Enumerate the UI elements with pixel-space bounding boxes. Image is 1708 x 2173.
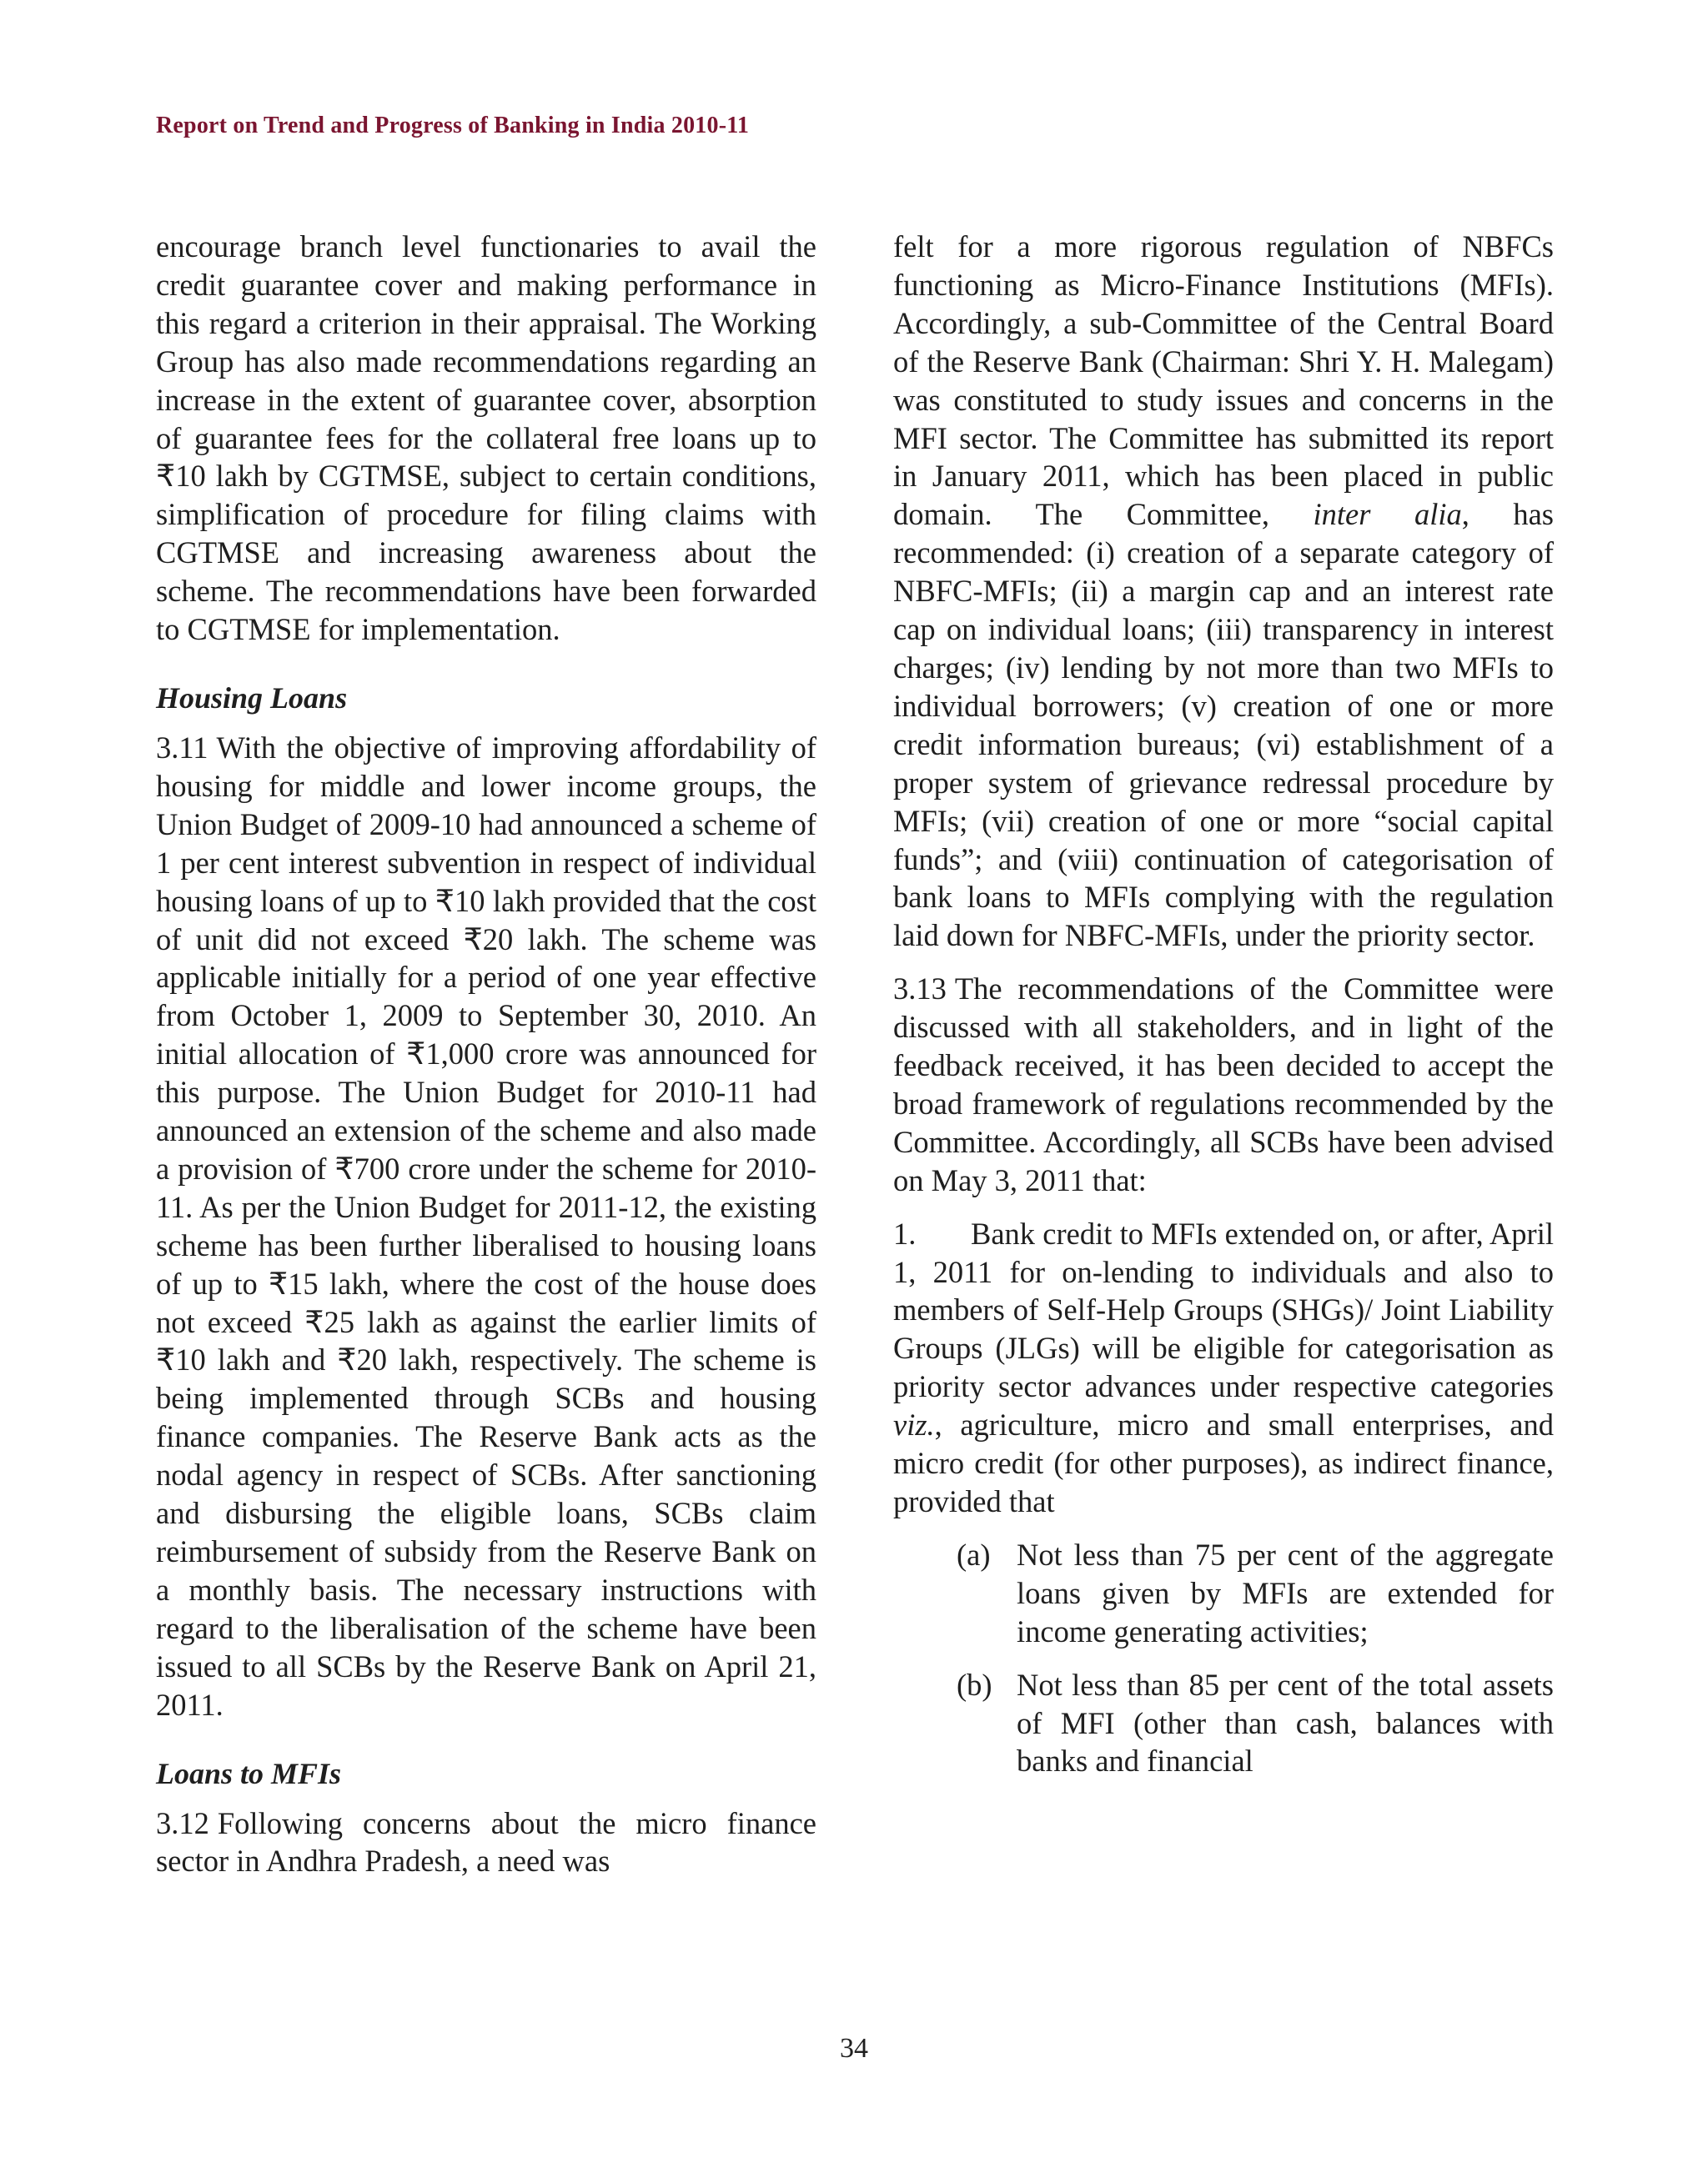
paragraph-3-12-continued (893, 228, 1554, 955)
sub-item-b (893, 1666, 1554, 1781)
paragraph-3-11 (156, 729, 816, 1724)
paragraph-3-12-part-a: felt for a more rigorous regulation of NBFCs functioning as Micro-Finance Institutions (MFIs). Accordingly, a sub-Committee of the Central Board of the Reserve Bank (Chairman: Shri Y. H. Malegam) was constituted to study issues and concerns in the MFI sector. The Committee has submitted its report in January 2011, which has been placed in public domain. The Committee, (893, 229, 1554, 532)
list-item-1-part-a: Bank credit to MFIs extended on, or after, April 1, 2011 for on-lending to individuals and also to members of Self-Help Groups (SHGs)/ Joint Liability Groups (JLGs) will be eligible for categorisation as priority sector advances under respective categories (893, 1216, 1554, 1404)
heading-loans-to-mfis: Loans to MFIs (156, 1756, 342, 1790)
inter-alia-italic: inter alia (1313, 497, 1462, 532)
page-number: 34 (840, 2033, 868, 2064)
list-item-1-part-b: , agriculture, micro and small enterprises, and micro credit (for other purposes), as indirect finance, provided that (893, 1408, 1554, 1518)
heading-housing-loans: Housing Loans (156, 680, 348, 715)
paragraph-3-13-text: The recommendations of the Committee were discussed with all stakeholders, and in light of the feedback received, it has been decided to accept the broad framework of regulations recommended by the Committee. Accordingly, all SCBs have been advised on May 3, 2011 that: (893, 971, 1554, 1197)
sub-item-text: Not less than 85 per cent of the total assets of MFI (other than cash, balances with banks and financial (1017, 1667, 1554, 1779)
paragraph-number: 3.11 (156, 730, 208, 765)
sub-item-label: (a) (957, 1537, 991, 1572)
report-header-title: Report on Trend and Progress of Banking in India 2010-11 (156, 113, 750, 138)
paragraph-3-11-text: With the objective of improving affordability of housing for middle and lower income groups, the Union Budget of 2009-10 had announced a scheme of 1 per cent interest subvention in respect of individual housing loans of up to ₹10 lakh provided that the cost of unit did not exceed ₹20 lakh. The scheme was applicable initially for a period of one year effective from October 1, 2009 to September 30, 2010. An initial allocation of ₹1,000 crore was announced for this purpose. The Union Budget for 2010-11 had announced an extension of the scheme and also made a provision of ₹700 crore under the scheme for 2010-11. As per the Union Budget for 2011-12, the existing scheme has been further liberalised to housing loans of up to ₹15 lakh, where the cost of the house does not exceed ₹25 lakh as against the earlier limits of ₹10 lakh and ₹20 lakh, respectively. The scheme is being implemented through SCBs and housing finance companies. The Reserve Bank acts as the nodal agency in respect of SCBs. After sanctioning and disbursing the eligible loans, SCBs claim reimbursement of subsidy from the Reserve Bank on a monthly basis. The necessary instructions with regard to the liberalisation of the scheme have been issued to all SCBs by the Reserve Bank on April 21, 2011. (156, 730, 816, 1722)
paragraph-3-12-part-b: , has recommended: (i) creation of a separate category of NBFC-MFIs; (ii) a margin cap and an interest rate cap on individual loans; (iii) transparency in interest charges; (iv) lending by not more than two MFIs to individual borrowers; (v) creation of one or more credit information bureaus; (vi) establishment of a proper system of grievance redressal procedure by MFIs; (vii) creation of one or more “social capital funds”; and (viii) continuation of categorisation of bank loans to MFIs complying with the regulation laid down for NBFC-MFIs, under the priority sector. (893, 497, 1555, 953)
left-column (156, 228, 816, 1895)
right-column (893, 228, 1554, 1795)
paragraph-3-12-start (156, 1804, 816, 1881)
paragraph-3-12-start-text: Following concerns about the micro finance sector in Andhra Pradesh, a need was (156, 1805, 816, 1879)
paragraph-3-13 (893, 970, 1554, 1199)
sub-item-text: Not less than 75 per cent of the aggregate loans given by MFIs are extended for income generating activities; (1017, 1537, 1554, 1649)
sub-item-a (893, 1536, 1554, 1651)
paragraph-number: 3.13 (893, 971, 947, 1006)
list-item-1 (893, 1215, 1554, 1521)
sub-item-label: (b) (957, 1667, 992, 1702)
paragraph-number: 3.12 (156, 1805, 209, 1840)
list-item-number: 1. (893, 1216, 917, 1251)
sub-item-list (893, 1536, 1554, 1780)
paragraph-continued: encourage branch level functionaries to avail the credit guarantee cover and making performance in this regard a criterion in their appraisal. The Working Group has also made recommendations regarding an increase in the extent of guarantee cover, absorption of guarantee fees for the collateral free loans up to ₹10 lakh by CGTMSE, subject to certain conditions, simplification of procedure for filing claims with CGTMSE and increasing awareness about the scheme. The recommendations have been forwarded to CGTMSE for implementation. (156, 229, 816, 647)
viz-italic: viz. (893, 1408, 935, 1443)
